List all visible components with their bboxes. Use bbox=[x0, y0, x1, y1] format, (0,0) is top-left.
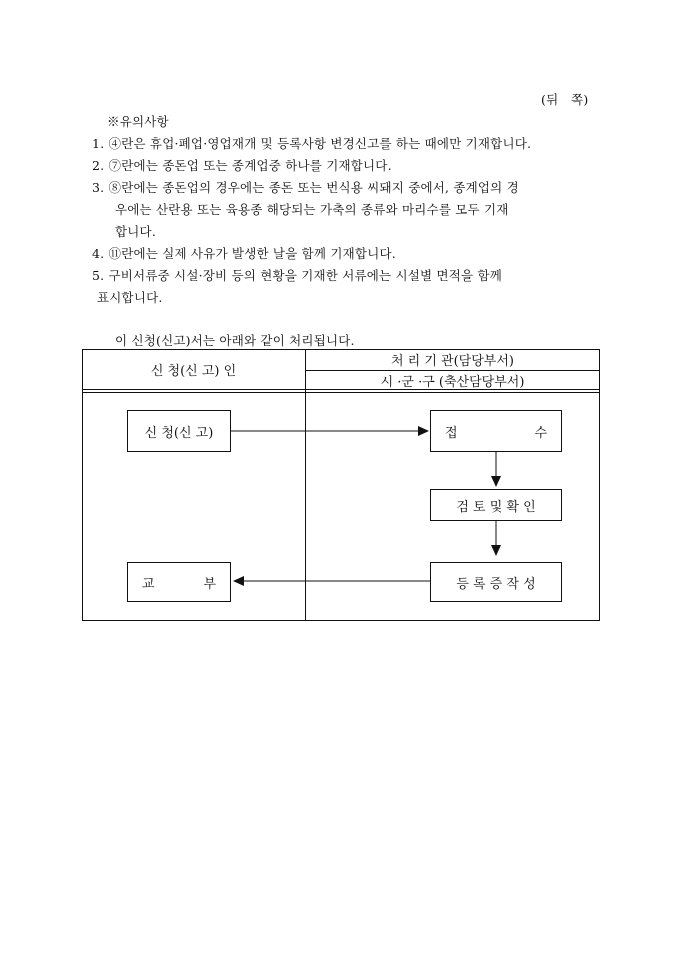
receive-label-1: 접 bbox=[445, 425, 458, 441]
receive-label-2: 수 bbox=[534, 425, 547, 441]
note-item-1: 1. ④란은 휴업·폐업·영업재개 및 등록사항 변경신고를 하는 때에만 기재합니다. bbox=[92, 136, 532, 151]
page-marker: (뒤 쪽) bbox=[541, 92, 589, 107]
notes-heading: ※유의사항 bbox=[107, 114, 169, 129]
note-item-2: 2. ⑦란에는 종돈업 또는 종계업중 하나를 기재합니다. bbox=[92, 158, 392, 173]
arrow-review-register-head bbox=[491, 545, 501, 556]
note-item-5: 5. 구비서류중 시설·장비 등의 현황을 기재한 서류에는 시설별 면적을 함께 bbox=[92, 268, 503, 283]
note-item-3: 3. ⑧란에는 종돈업의 경우에는 종돈 또는 번식용 씨돼지 중에서, 종계업의 경 bbox=[92, 180, 519, 195]
applicant-header: 신 청(신 고) 인 bbox=[150, 364, 237, 379]
review-label: 검 토 및 확 인 bbox=[456, 499, 536, 515]
deliver-label-2: 부 bbox=[203, 576, 216, 592]
department-header: 시 ·군 ·구 (축산담당부서) bbox=[380, 374, 525, 390]
register-label: 등 록 증 작 성 bbox=[456, 576, 536, 592]
agency-header: 처 리 기 관(담당부서) bbox=[390, 354, 514, 369]
arrow-register-deliver-head bbox=[233, 576, 244, 586]
note-item-3-cont: 우에는 산란용 또는 육용종 해당되는 가축의 종류와 마리수를 모두 기재 bbox=[115, 202, 509, 217]
arrow-apply-receive-head bbox=[418, 426, 429, 436]
apply-label: 신 청(신 고) bbox=[144, 425, 214, 441]
process-intro: 이 신청(신고)서는 아래와 같이 처리됩니다. bbox=[115, 333, 355, 348]
deliver-label-1: 교 bbox=[142, 576, 155, 592]
note-item-4: 4. ⑪란에는 실제 사유가 발생한 날을 함께 기재합니다. bbox=[92, 246, 396, 261]
note-item-5-cont: 표시합니다. bbox=[97, 290, 163, 305]
note-item-3-cont2: 합니다. bbox=[115, 224, 156, 239]
arrow-receive-review-head bbox=[491, 476, 501, 487]
